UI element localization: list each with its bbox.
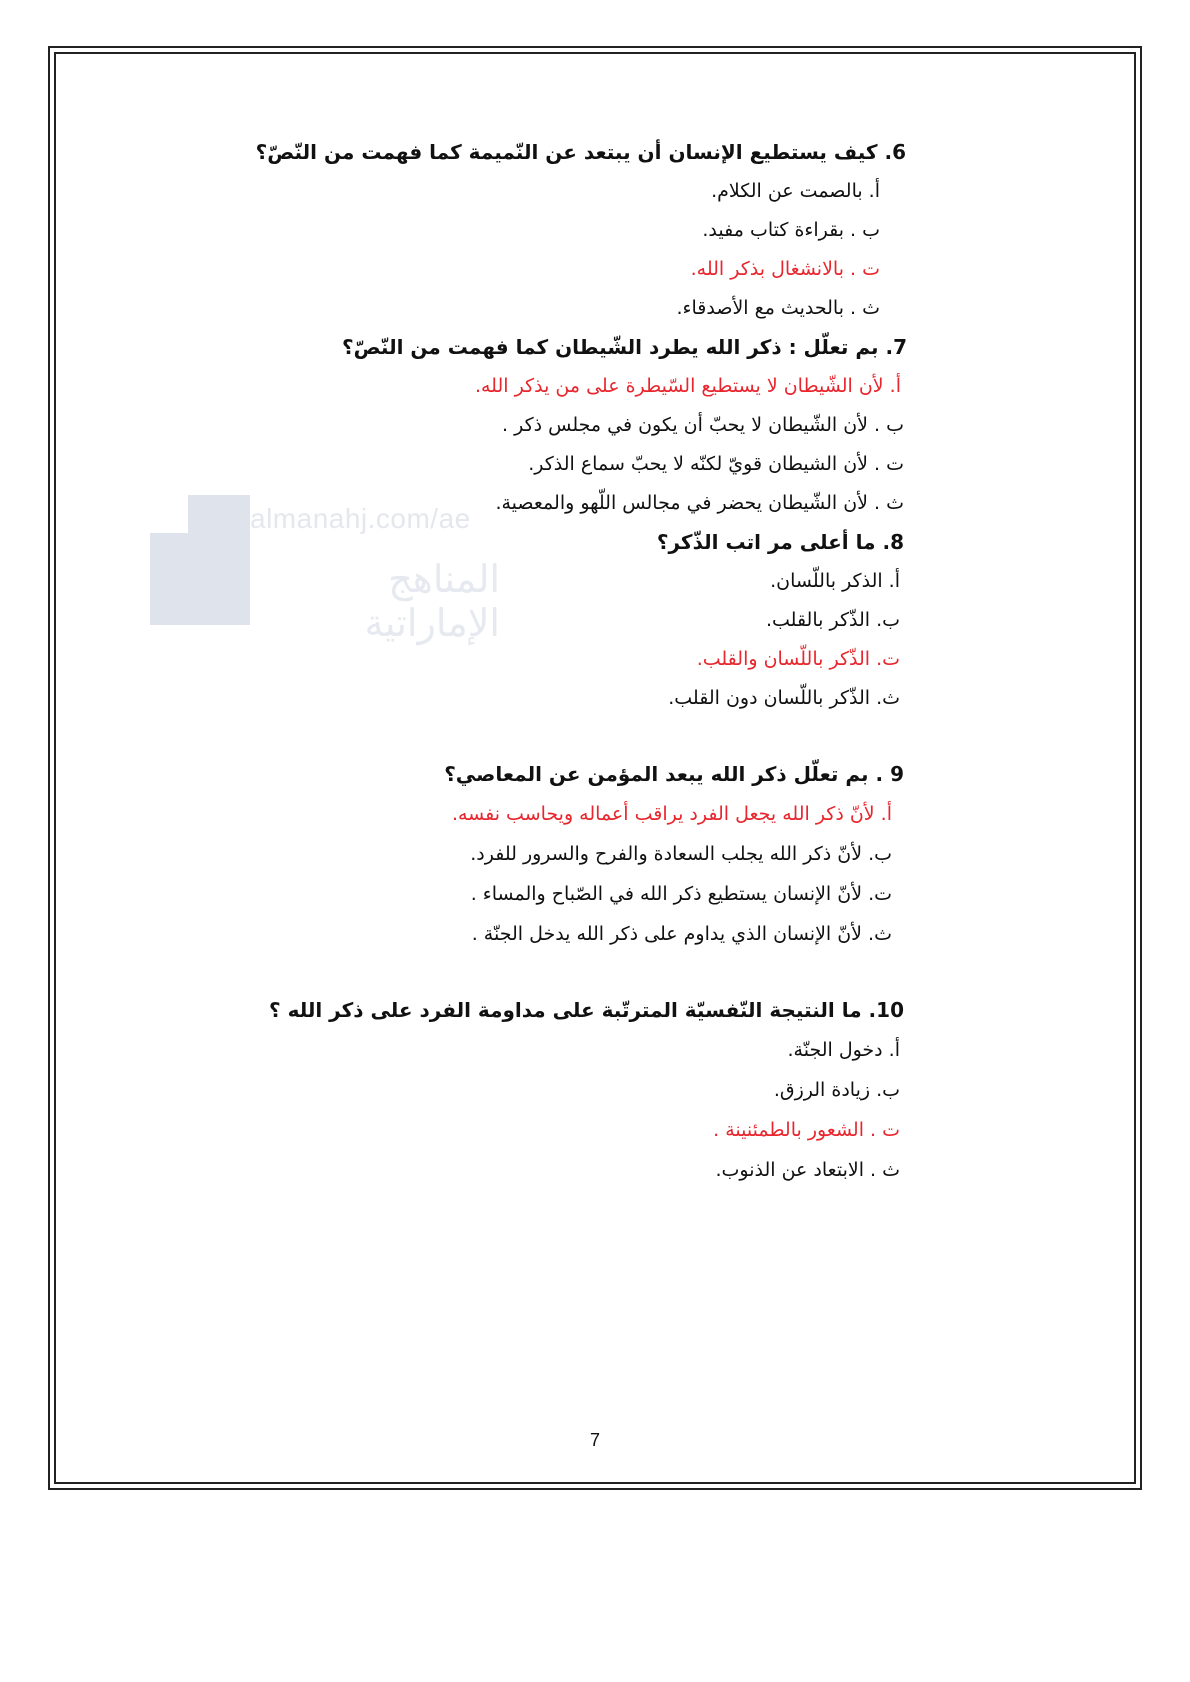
watermark-arabic: المناهج الإماراتية [364, 557, 500, 645]
q7-option-c: ت . لأن الشيطان قويّ لكنّه لا يحبّ سماع الذكر. [528, 453, 904, 475]
q9-option-b: ب. لأنّ ذكر الله يجلب السعادة والفرح والسرور للفرد. [470, 843, 892, 865]
q8-option-a: أ. الذكر باللّسان. [770, 570, 900, 592]
page-number: 7 [589, 1430, 600, 1450]
q8-option-d: ث. الذّكر باللّسان دون القلب. [668, 687, 900, 709]
watermark [150, 495, 500, 645]
q6-option-c-correct: ت . بالانشغال بذكر الله. [690, 258, 880, 280]
watermark-url: almanahj.com/ae [250, 503, 471, 534]
question-8: 8. ما أعلى مر اتب الذّكر؟ [656, 530, 904, 554]
q7-option-d: ث . لأن الشّيطان يحضر في مجالس اللّهو والمعصية. [495, 492, 904, 514]
q8-option-b: ب. الذّكر بالقلب. [765, 609, 900, 631]
q10-option-d: ث . الابتعاد عن الذنوب. [715, 1159, 900, 1181]
q6-option-a: أ. بالصمت عن الكلام. [711, 180, 880, 202]
q6-option-b: ب . بقراءة كتاب مفيد. [702, 219, 880, 241]
q10-option-a: أ. دخول الجنّة. [787, 1039, 900, 1061]
question-9: 9 . بم تعلّل ذكر الله يبعد المؤمن عن المعاصي؟ [444, 762, 904, 786]
q8-option-c-correct: ت. الذّكر باللّسان والقلب. [696, 648, 900, 670]
q9-option-a-correct: أ. لأنّ ذكر الله يجعل الفرد يراقب أعماله ويحاسب نفسه. [451, 803, 892, 825]
q7-option-a-correct: أ. لأن الشّيطان لا يستطيع السّيطرة على من يذكر الله. [474, 375, 901, 397]
q10-option-b: ب. زيادة الرزق. [773, 1079, 900, 1101]
q7-option-b: ب . لأن الشّيطان لا يحبّ أن يكون في مجلس ذكر . [502, 414, 904, 436]
question-10: 10. ما النتيجة النّفسيّة المترتّبة على مداومة الفرد على ذكر الله ؟ [269, 998, 904, 1022]
q9-option-d: ث. لأنّ الإنسان الذي يداوم على ذكر الله يدخل الجنّة . [471, 923, 892, 945]
watermark-logo-block [150, 533, 250, 625]
q10-option-c-correct: ت . الشعور بالطمئنينة . [713, 1119, 900, 1141]
question-7: 7. بم تعلّل : ذكر الله يطرد الشّيطان كما فهمت من النّصّ؟ [342, 335, 907, 359]
question-6: 6. كيف يستطيع الإنسان أن يبتعد عن النّميمة كما فهمت من النّصّ؟ [255, 140, 906, 164]
q6-option-d: ث . بالحديث مع الأصدقاء. [676, 297, 880, 319]
q9-option-c: ت. لأنّ الإنسان يستطيع ذكر الله في الصّباح والمساء . [470, 883, 892, 905]
